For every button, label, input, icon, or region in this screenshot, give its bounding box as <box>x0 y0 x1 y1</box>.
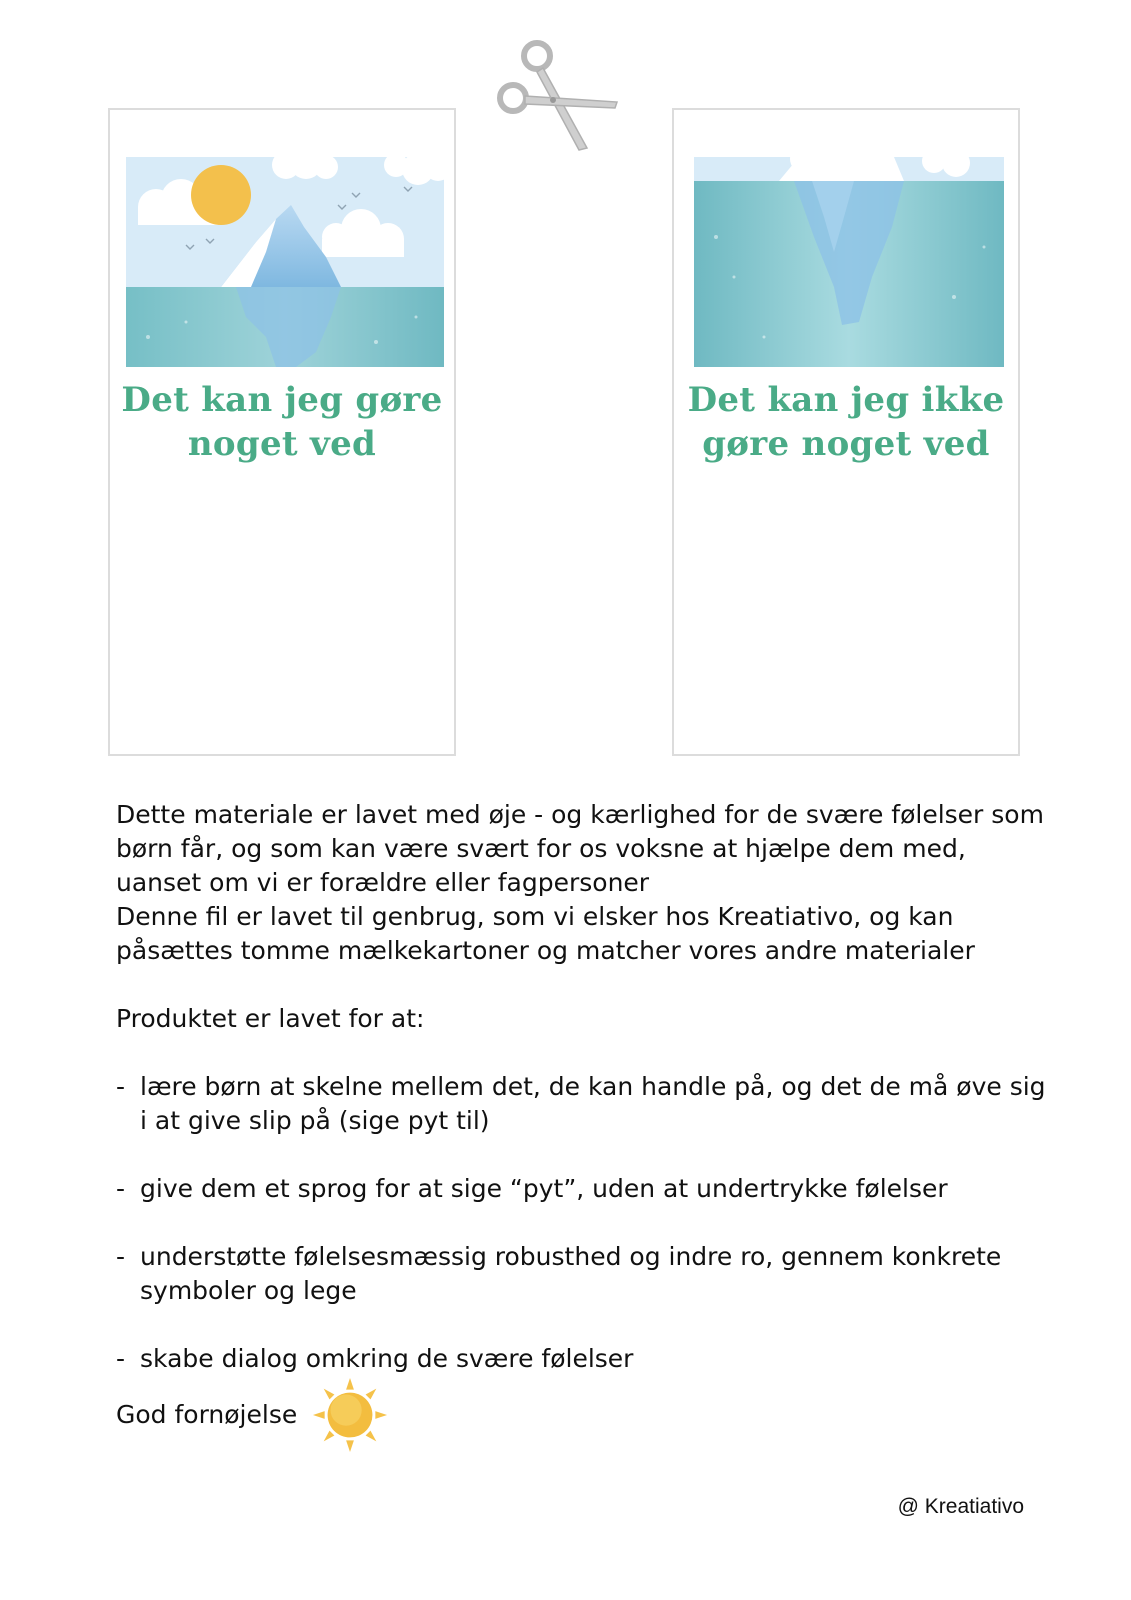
card-title-cannot-do: Det kan jeg ikke gøre noget ved <box>687 380 1005 464</box>
list-item: - lære børn at skelne mellem det, de kan handle på, og det de må øve sig i at give slip på (sige pyt til) <box>116 1072 1046 1135</box>
cut-card-can-do <box>108 108 456 756</box>
purpose-heading: Produktet er lavet for at: <box>116 1004 425 1033</box>
closing-text: God fornøjelse <box>116 1400 298 1429</box>
intro-paragraph-1: Dette materiale er lavet med øje - og kærlighed for de svære følelser som børn får, og som kan være svært for os voksne at hjælpe dem med, uanset om vi er forældre eller fagpersoner <box>116 800 1044 897</box>
iceberg-below-water-illustration <box>694 157 1004 367</box>
list-item: - give dem et sprog for at sige “pyt”, uden at undertrykke følelser <box>116 1174 948 1203</box>
scissors-icon <box>495 38 625 158</box>
sun-icon <box>311 1376 389 1454</box>
iceberg-above-water-illustration <box>126 157 444 367</box>
list-item: - skabe dialog omkring de svære følelser <box>116 1344 634 1373</box>
copyright-notice: @ Kreatiativo <box>897 1495 1024 1518</box>
description-text <box>116 798 1046 1454</box>
card-title-can-do: Det kan jeg gøre noget ved <box>121 380 443 464</box>
cut-card-cannot-do <box>672 108 1020 756</box>
list-item: - understøtte følelsesmæssig robusthed og indre ro, gennem konkrete symboler og lege <box>116 1242 1002 1305</box>
closing-line <box>116 1376 1046 1454</box>
intro-paragraph-2: Denne fil er lavet til genbrug, som vi elsker hos Kreatiativo, og kan påsættes tomme mælkekartoner og matcher vores andre materialer <box>116 902 975 965</box>
